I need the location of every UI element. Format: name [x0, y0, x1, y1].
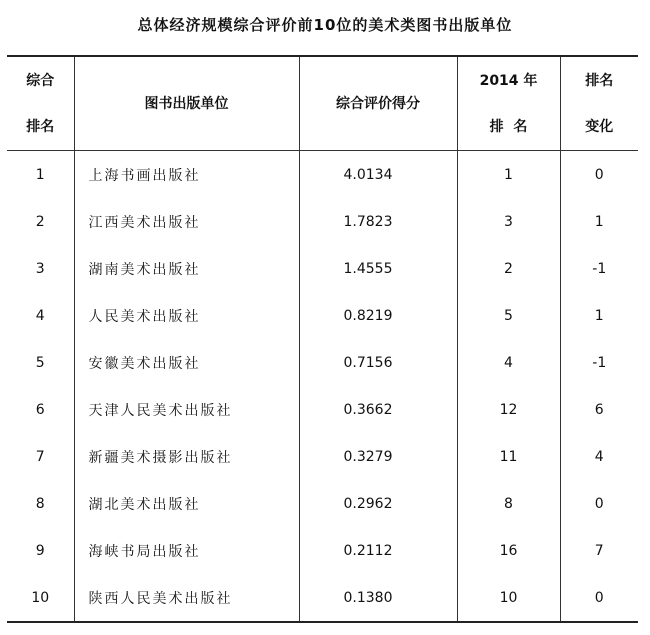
cell-publisher: 江西美术出版社: [74, 198, 299, 245]
cell-rank-2014: 16: [457, 527, 560, 574]
cell-rank-change: 7: [560, 527, 638, 574]
header-rank-2014-line1: 2014 年: [479, 72, 538, 89]
header-rank-line2: 排名: [26, 118, 55, 135]
cell-rank-change: -1: [560, 339, 638, 386]
header-score: 综合评价得分: [299, 56, 457, 151]
cell-rank-change: 6: [560, 386, 638, 433]
table-row: [7, 527, 638, 574]
table-row: [7, 433, 638, 480]
cell-score: 0.8219: [299, 292, 457, 339]
cell-rank: 6: [7, 386, 74, 433]
cell-rank: 9: [7, 527, 74, 574]
header-publisher: 图书出版单位: [74, 56, 299, 151]
cell-rank-2014: 11: [457, 433, 560, 480]
cell-rank: 2: [7, 198, 74, 245]
cell-rank-change: 4: [560, 433, 638, 480]
table-row: [7, 198, 638, 245]
cell-rank-2014: 8: [457, 480, 560, 527]
cell-rank-change: -1: [560, 245, 638, 292]
cell-rank-change: 0: [560, 480, 638, 527]
cell-rank: 7: [7, 433, 74, 480]
cell-rank-2014: 10: [457, 574, 560, 622]
cell-publisher: 海峡书局出版社: [74, 527, 299, 574]
cell-score: 0.2962: [299, 480, 457, 527]
cell-rank-2014: 1: [457, 151, 560, 199]
cell-score: 0.3662: [299, 386, 457, 433]
header-rank-2014: [457, 56, 560, 151]
cell-rank: 3: [7, 245, 74, 292]
cell-rank-change: 1: [560, 292, 638, 339]
cell-publisher: 新疆美术摄影出版社: [74, 433, 299, 480]
cell-publisher: 湖南美术出版社: [74, 245, 299, 292]
cell-score: 0.1380: [299, 574, 457, 622]
cell-rank: 10: [7, 574, 74, 622]
header-rank-change-line2: 变化: [585, 118, 614, 135]
cell-rank-2014: 12: [457, 386, 560, 433]
header-row: [7, 56, 638, 151]
cell-rank-2014: 4: [457, 339, 560, 386]
header-rank-2014-line2: 排 名: [489, 118, 528, 135]
cell-rank-change: 1: [560, 198, 638, 245]
table-row: [7, 245, 638, 292]
cell-rank: 4: [7, 292, 74, 339]
cell-score: 4.0134: [299, 151, 457, 199]
table-row: [7, 151, 638, 199]
cell-rank: 5: [7, 339, 74, 386]
cell-rank-2014: 3: [457, 198, 560, 245]
cell-rank: 8: [7, 480, 74, 527]
table-row: [7, 386, 638, 433]
cell-rank-2014: 5: [457, 292, 560, 339]
cell-publisher: 陕西人民美术出版社: [74, 574, 299, 622]
table-row: [7, 574, 638, 622]
table-row: [7, 339, 638, 386]
cell-publisher: 安徽美术出版社: [74, 339, 299, 386]
cell-publisher: 天津人民美术出版社: [74, 386, 299, 433]
table-row: [7, 292, 638, 339]
cell-rank-2014: 2: [457, 245, 560, 292]
cell-publisher: 湖北美术出版社: [74, 480, 299, 527]
cell-score: 1.4555: [299, 245, 457, 292]
cell-rank: 1: [7, 151, 74, 199]
table-title: 总体经济规模综合评价前10位的美术类图书出版单位: [137, 16, 513, 34]
cell-score: 0.3279: [299, 433, 457, 480]
cell-publisher: 上海书画出版社: [74, 151, 299, 199]
cell-publisher: 人民美术出版社: [74, 292, 299, 339]
header-rank-line1: 综合: [26, 72, 55, 89]
cell-rank-change: 0: [560, 151, 638, 199]
header-rank: [7, 56, 74, 151]
cell-score: 0.2112: [299, 527, 457, 574]
header-rank-change: [560, 56, 638, 151]
cell-score: 0.7156: [299, 339, 457, 386]
ranking-table: [7, 55, 638, 623]
cell-rank-change: 0: [560, 574, 638, 622]
header-rank-change-line1: 排名: [585, 72, 614, 89]
cell-score: 1.7823: [299, 198, 457, 245]
table-row: [7, 480, 638, 527]
